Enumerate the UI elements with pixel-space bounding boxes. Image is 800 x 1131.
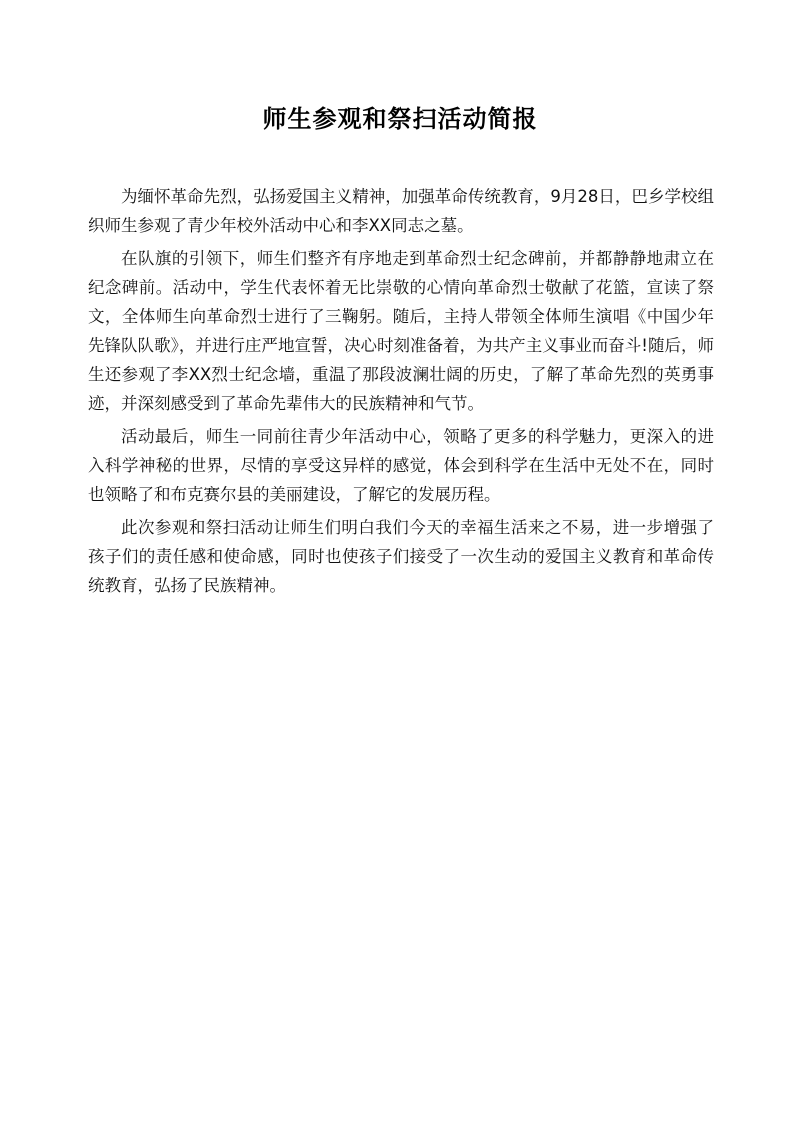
paragraph-1: 为缅怀革命先烈，弘扬爱国主义精神，加强革命传统教育，9月28日，巴乡学校组织师生参观了青少年校外活动中心和李XX同志之墓。 — [88, 187, 714, 235]
paragraph-3: 活动最后，师生一同前往青少年活动中心，领略了更多的科学魅力，更深入的进入科学神秘的世界，尽情的享受这异样的感觉，体会到科学在生活中无处不在，同时也领略了和布克赛尔县的美丽建设，了解它的发展历程。 — [88, 427, 714, 504]
document-body — [88, 182, 714, 604]
paragraph-4: 此次参观和祭扫活动让师生们明白我们今天的幸福生活来之不易，进一步增强了孩子们的责任感和使命感，同时也使孩子们接受了一次生动的爱国主义教育和革命传统教育，弘扬了民族精神。 — [88, 518, 714, 595]
document-title: 师生参观和祭扫活动简报 — [262, 105, 538, 133]
paragraph-2: 在队旗的引领下，师生们整齐有序地走到革命烈士纪念碑前，并都静静地肃立在纪念碑前。活动中，学生代表怀着无比崇敬的心情向革命烈士敬献了花篮，宣读了祭文，全体师生向革命烈士进行了三鞠躬。随后，主持人带领全体师生演唱《中国少年先锋队队歌》，并进行庄严地宣誓，决心时刻准备着，为共产主义事业而奋斗!随后，师生还参观了李XX烈士纪念墙，重温了那段波澜壮阔的历史，了解了革命先烈的英勇事迹，并深刻感受到了革命先辈伟大的民族精神和气节。 — [88, 249, 714, 413]
